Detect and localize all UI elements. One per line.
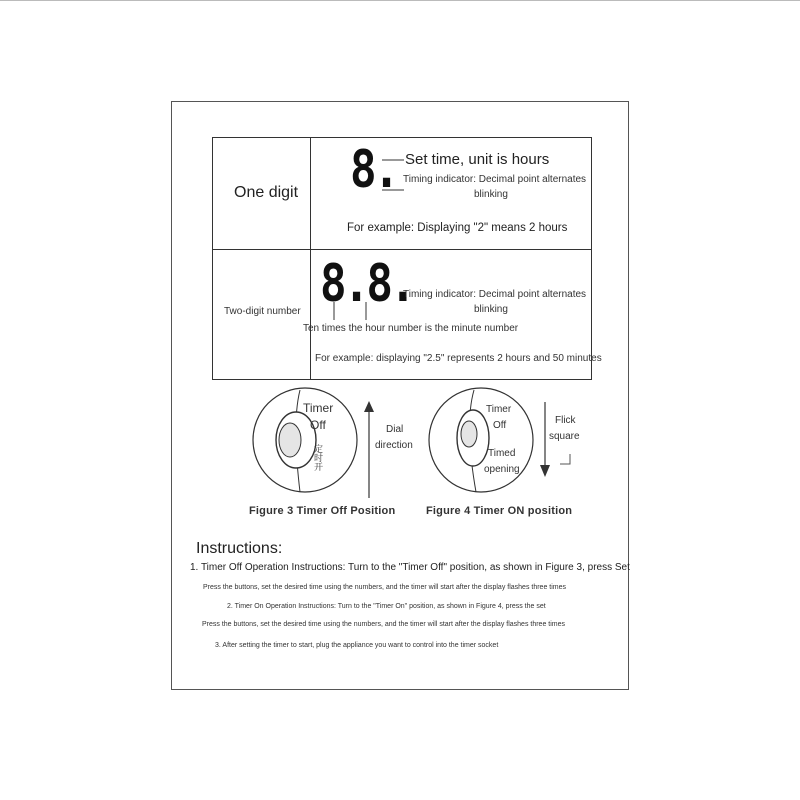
fig3-arrow-label-line1: Dial — [386, 424, 404, 435]
row1-example: For example: Displaying "2" means 2 hours — [347, 222, 568, 234]
row1-indicator-line1: Timing indicator: Decimal point alternates — [403, 174, 587, 185]
fig4-arrow-label-line2: square — [549, 431, 580, 442]
row1-indicator-line2: blinking — [474, 189, 508, 200]
figure3-caption: Figure 3 Timer Off Position — [249, 505, 396, 517]
row2-indicator-line1: Timing indicator: Decimal point alternates — [403, 289, 587, 300]
table-row-divider — [213, 249, 591, 250]
row1-title: Set time, unit is hours — [405, 151, 550, 168]
one-digit-seven-segment-display: 8. — [350, 140, 397, 200]
fig3-arrow-label-line2: direction — [375, 440, 413, 451]
fig4-label-opening: opening — [484, 464, 520, 475]
instruction-line-4: Press the buttons, set the desired time using the numbers, and the timer will start after the display flashes three times — [202, 621, 566, 628]
table-column-divider — [310, 138, 311, 379]
row2-indicator-line2: blinking — [474, 304, 508, 315]
row-two-digit-label: Two-digit number — [224, 306, 301, 317]
fig4-label-off: Off — [493, 420, 507, 431]
page-top-border — [0, 0, 800, 1]
fig4-label-timer: Timer — [486, 404, 512, 415]
instruction-line-2: Press the buttons, set the desired time using the numbers, and the timer will start after the display flashes three times — [203, 584, 567, 591]
two-digit-seven-segment-display: 8.8. — [320, 254, 413, 314]
fig3-label-timer: Timer — [303, 401, 334, 415]
row2-example: For example: displaying "2.5" represents 2 hours and 50 minutes — [315, 353, 602, 364]
figure4-caption: Figure 4 Timer ON position — [426, 505, 573, 517]
fig3-label-off: Off — [310, 418, 326, 432]
fig4-label-timed: Timed — [488, 448, 516, 459]
row2-note: Ten times the hour number is the minute number — [303, 323, 519, 334]
instruction-line-3: 2. Timer On Operation Instructions: Turn to the "Timer On" position, as shown in Figure 4, press the set — [227, 603, 546, 610]
fig4-arrow-label-line1: Flick — [555, 415, 576, 426]
instruction-line-5: 3. After setting the timer to start, plug the appliance you want to control into the timer socket — [215, 642, 499, 649]
instructions-heading: Instructions: — [196, 540, 283, 557]
instruction-line-1: 1. Timer Off Operation Instructions: Turn to the "Timer Off" position, as shown in Figure 3, press Set — [190, 562, 630, 573]
fig3-up-arrow — [362, 400, 376, 500]
fig4-bracket-mark — [558, 452, 574, 466]
row-one-digit-label: One digit — [234, 184, 299, 201]
row2-pointer-lines — [330, 300, 390, 325]
fig3-vertical-label: 定时开 — [313, 444, 323, 471]
